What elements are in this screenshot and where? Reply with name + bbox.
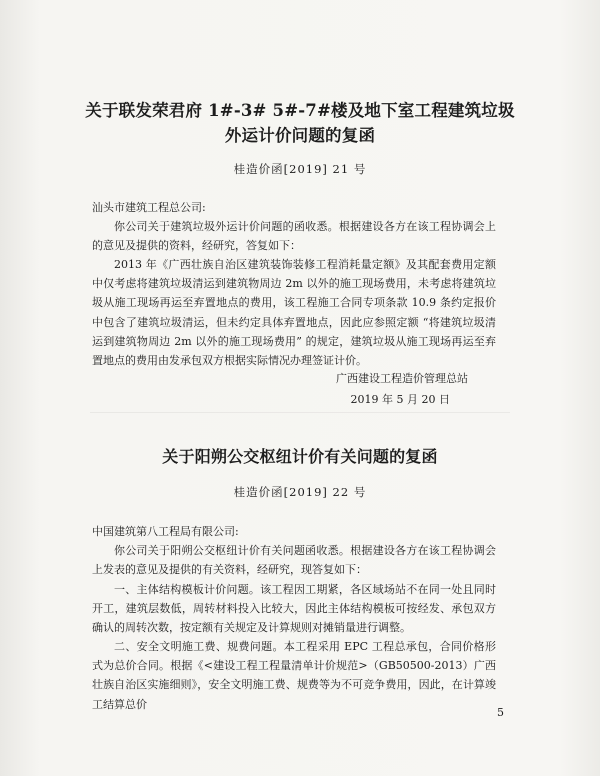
- doc1-doc-number: 桂造价函[2019] 21 号: [233, 162, 367, 176]
- doc1-addressee: 汕头市建筑工程总公司:: [92, 201, 206, 214]
- doc1-signature-org: 广西建设工程造价管理总站: [336, 372, 468, 385]
- doc1-title-line2: 外运计价问题的复函: [224, 126, 376, 145]
- doc2-title: 关于阳朔公交枢纽计价有关问题的复函: [162, 447, 438, 466]
- doc1-signature-date: 2019 年 5 月 20 日: [350, 393, 450, 406]
- doc2-paragraph-2: 一、主体结构模板计价问题。该工程因工期紧，各区域场站不在同一处且同时开工，建筑层数低，周转材料投入比较大，因此主体结构模板可按经发、承包双方确认的周转次数，按定额有关规定及计算规则对摊销量进行调整。: [92, 583, 496, 635]
- doc2-addressee: 中国建筑第八工程局有限公司:: [92, 525, 239, 538]
- doc1-paragraph-2: 2013 年《广西壮族自治区建筑装饰装修工程消耗量定额》及其配套费用定额中仅考虑将建筑垃圾清运到建筑物周边 2m 以外的施工现场费用，未考虑将建筑垃圾从施工现场再运至弃置地点的费用，该工程施工合同专项条款 10.9 条约定报价中包含了建筑垃圾清运，但未约定具体弃置地点，因此应参照定额 “将建筑垃圾清运到建筑物周边 2m 以外的施工现场费用” 的规定，建筑垃圾从施工现场再运至弃置地点的费用由发承包双方根据实际情况办理签证计价。: [92, 258, 496, 368]
- doc2-paragraph-1: 你公司关于阳朔公交枢纽计价有关问题函收悉。根据建设各方在该工程协调会上发表的意见及提供的有关资料，经研究，现答复如下：: [92, 544, 496, 577]
- doc1-title-line1: 关于联发荣君府 1#-3# 5#-7#楼及地下室工程建筑垃圾: [85, 101, 515, 120]
- doc2-doc-number: 桂造价函[2019] 22 号: [233, 485, 367, 499]
- bleed-through-line: [90, 412, 510, 413]
- page-number: 5: [497, 706, 504, 719]
- doc1-paragraph-1: 你公司关于建筑垃圾外运计价问题的函收悉。根据建设各方在该工程协调会上的意见及提供的资料，经研究，答复如下：: [92, 220, 496, 253]
- doc2-paragraph-3: 二、安全文明施工费、规费问题。本工程采用 EPC 工程总承包，合同价格形式为总价合同。根据《<建设工程工程量清单计价规范>（GB50500-2013）广西壮族自治区实施细则》，安全文明施工费、规费等为不可竞争费用，因此，在计算竣工结算总价: [92, 640, 496, 711]
